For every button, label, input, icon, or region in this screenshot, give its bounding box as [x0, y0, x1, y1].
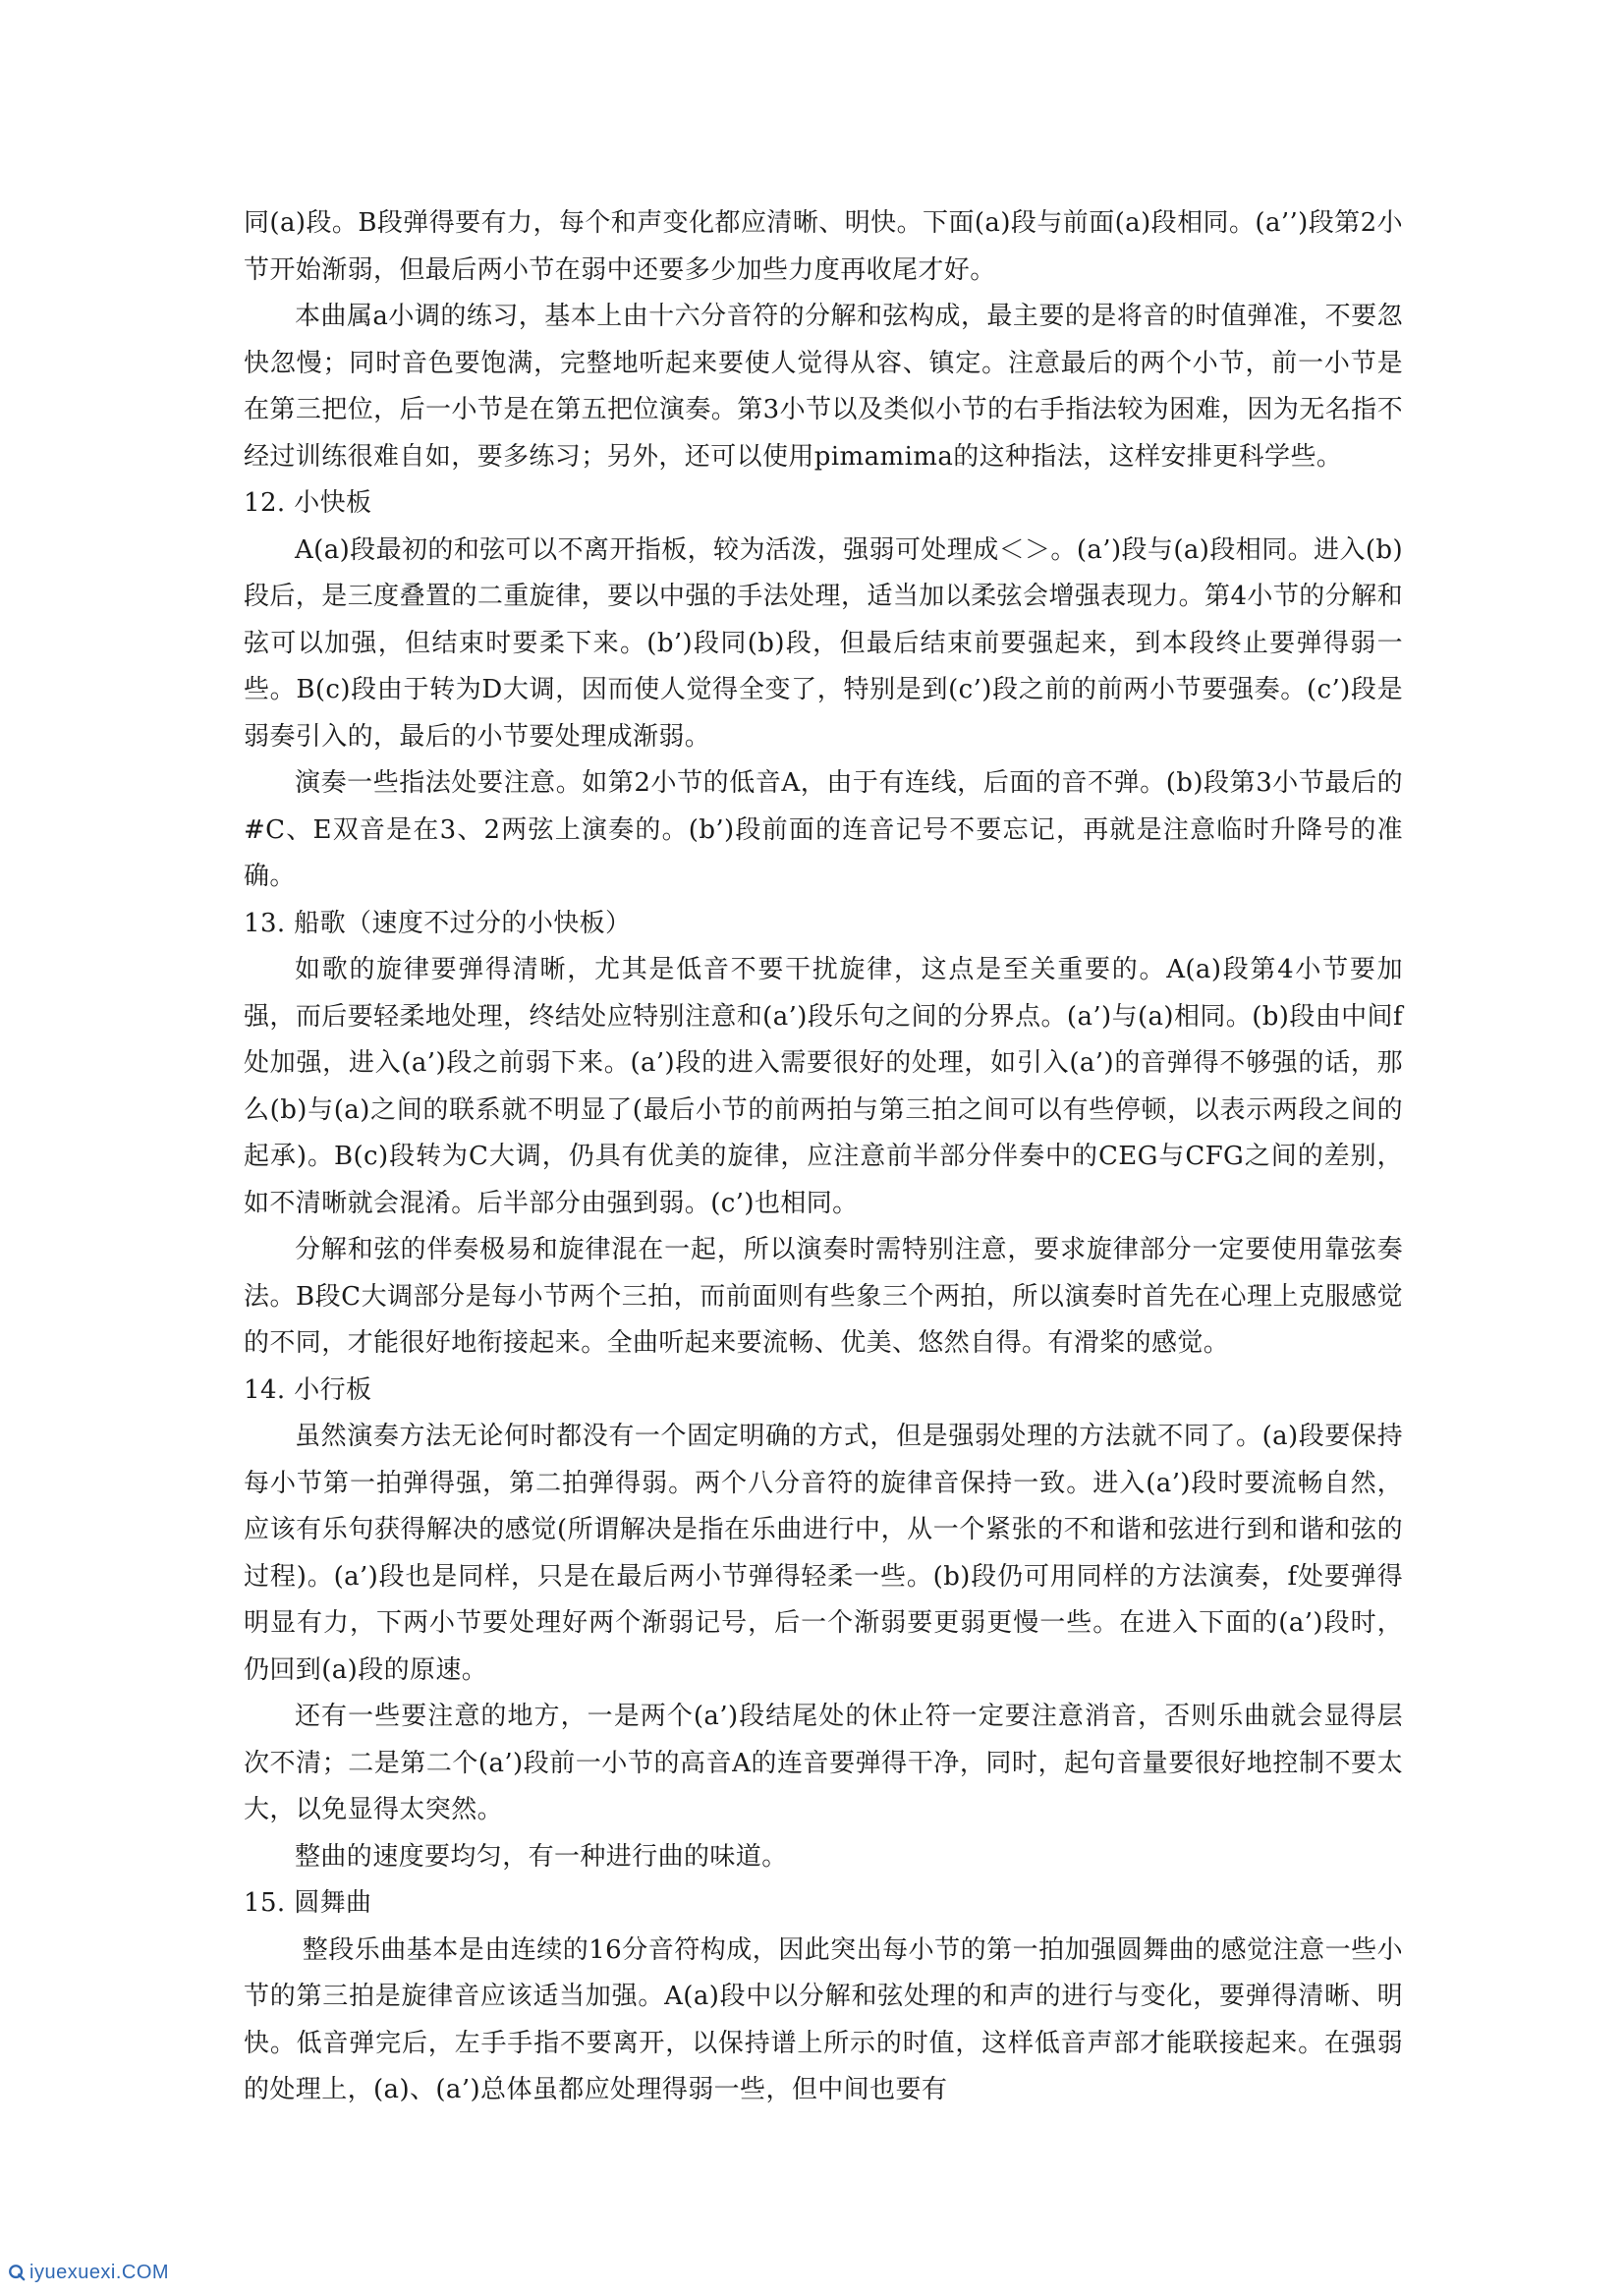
- watermark-text: iyuexuexi.COM: [29, 2262, 170, 2283]
- paragraph-6: 分解和弦的伴奏极易和旋律混在一起，所以演奏时需特别注意，要求旋律部分一定要使用靠弦奏法。B段C大调部分是每小节两个三拍，而前面则有些象三个两拍，所以演奏时首先在心理上克服感觉的不同，才能很好地衔接起来。全曲听起来要流畅、优美、悠然自得。有滑桨的感觉。: [244, 1235, 1403, 1358]
- paragraph-2: 本曲属a小调的练习，基本上由十六分音符的分解和弦构成，最主要的是将音的时值弹准，不要忽快忽慢；同时音色要饱满，完整地听起来要使人觉得从容、镇定。注意最后的两个小节，前一小节是在第三把位，后一小节是在第五把位演奏。第3小节以及类似小节的右手指法较为困难，因为无名指不经过训练很难自如，要多练习；另外，还可以使用pimamima的这种指法，这样安排更科学些。: [244, 302, 1403, 472]
- document-body: [244, 200, 1403, 2114]
- section-heading-15: 15. 圆舞曲: [244, 1888, 372, 1918]
- paragraph-3: A(a)段最初的和弦可以不离开指板，较为活泼，强弱可处理成＜＞。(a’)段与(a)段相同。进入(b)段后，是三度叠置的二重旋律，要以中强的手法处理，适当加以柔弦会增强表现力。第4小节的分解和弦可以加强，但结束时要柔下来。(b’)段同(b)段，但最后结束前要强起来，到本段终止要弹得弱一些。B(c)段由于转为D大调，因而使人觉得全变了，特别是到(c’)段之前的前两小节要强奏。(c’)段是弱奏引入的，最后的小节要处理成渐弱。: [244, 534, 1403, 752]
- paragraph-7: 虽然演奏方法无论何时都没有一个固定明确的方式，但是强弱处理的方法就不同了。(a)段要保持每小节第一拍弹得强，第二拍弹得弱。两个八分音符的旋律音保持一致。进入(a’)段时要流畅自然，应该有乐句获得解决的感觉(所谓解决是指在乐曲进行中，从一个紧张的不和谐和弦进行到和谐和弦的过程)。(a’)段也是同样，只是在最后两小节弹得轻柔一些。(b)段仍可用同样的方法演奏，f处要弹得明显有力，下两小节要处理好两个渐弱记号，后一个渐弱要更弱更慢一些。在进入下面的(a’)段时，仍回到(a)段的原速。: [244, 1422, 1403, 1685]
- paragraph-5: 如歌的旋律要弹得清晰，尤其是低音不要干扰旋律，这点是至关重要的。A(a)段第4小节要加强，而后要轻柔地处理，终结处应特别注意和(a’)段乐句之间的分界点。(a’)与(a)相同。(b)段由中间f处加强，进入(a’)段之前弱下来。(a’)段的进入需要很好的处理，如引入(a’)的音弹得不够强的话，那么(b)与(a)之间的联系就不明显了(最后小节的前两拍与第三拍之间可以有些停顿，以表示两段之间的起承)。B(c)段转为C大调，仍具有优美的旋律，应注意前半部分伴奏中的CEG与CFG之间的差别，如不清晰就会混淆。后半部分由强到弱。(c’)也相同。: [244, 955, 1403, 1218]
- section-heading-14: 14. 小行板: [244, 1374, 372, 1405]
- site-logo-icon: [8, 2264, 26, 2281]
- section-heading-12: 12. 小快板: [244, 488, 372, 518]
- paragraph-8: 还有一些要注意的地方，一是两个(a’)段结尾处的休止符一定要注意消音，否则乐曲就会显得层次不清；二是第二个(a’)段前一小节的高音A的连音要弹得干净，同时，起句音量要很好地控制不要太大，以免显得太突然。: [244, 1702, 1403, 1824]
- paragraph-4: 演奏一些指法处要注意。如第2小节的低音A，由于有连线，后面的音不弹。(b)段第3小节最后的#C、E双音是在3、2两弦上演奏的。(b’)段前面的连音记号不要忘记，再就是注意临时升降号的准确。: [244, 768, 1403, 891]
- paragraph-1: 同(a)段。B段弹得要有力，每个和声变化都应清晰、明快。下面(a)段与前面(a)段相同。(a’’)段第2小节开始渐弱，但最后两小节在弱中还要多少加些力度再收尾才好。: [244, 208, 1403, 285]
- site-watermark: [8, 2262, 169, 2284]
- section-heading-13: 13. 船歌（速度不过分的小快板）: [244, 908, 632, 938]
- paragraph-9: 整曲的速度要均匀，有一种进行曲的味道。: [295, 1841, 788, 1872]
- paragraph-10: 整段乐曲基本是由连续的16分音符构成，因此突出每小节的第一拍加强圆舞曲的感觉注意一些小节的第三拍是旋律音应该适当加强。A(a)段中以分解和弦处理的和声的进行与变化，要弹得清晰、明快。低音弹完后，左手手指不要离开，以保持谱上所示的时值，这样低音声部才能联接起来。在强弱的处理上，(a)、(a’)总体虽都应处理得弱一些，但中间也要有: [244, 1934, 1403, 2104]
